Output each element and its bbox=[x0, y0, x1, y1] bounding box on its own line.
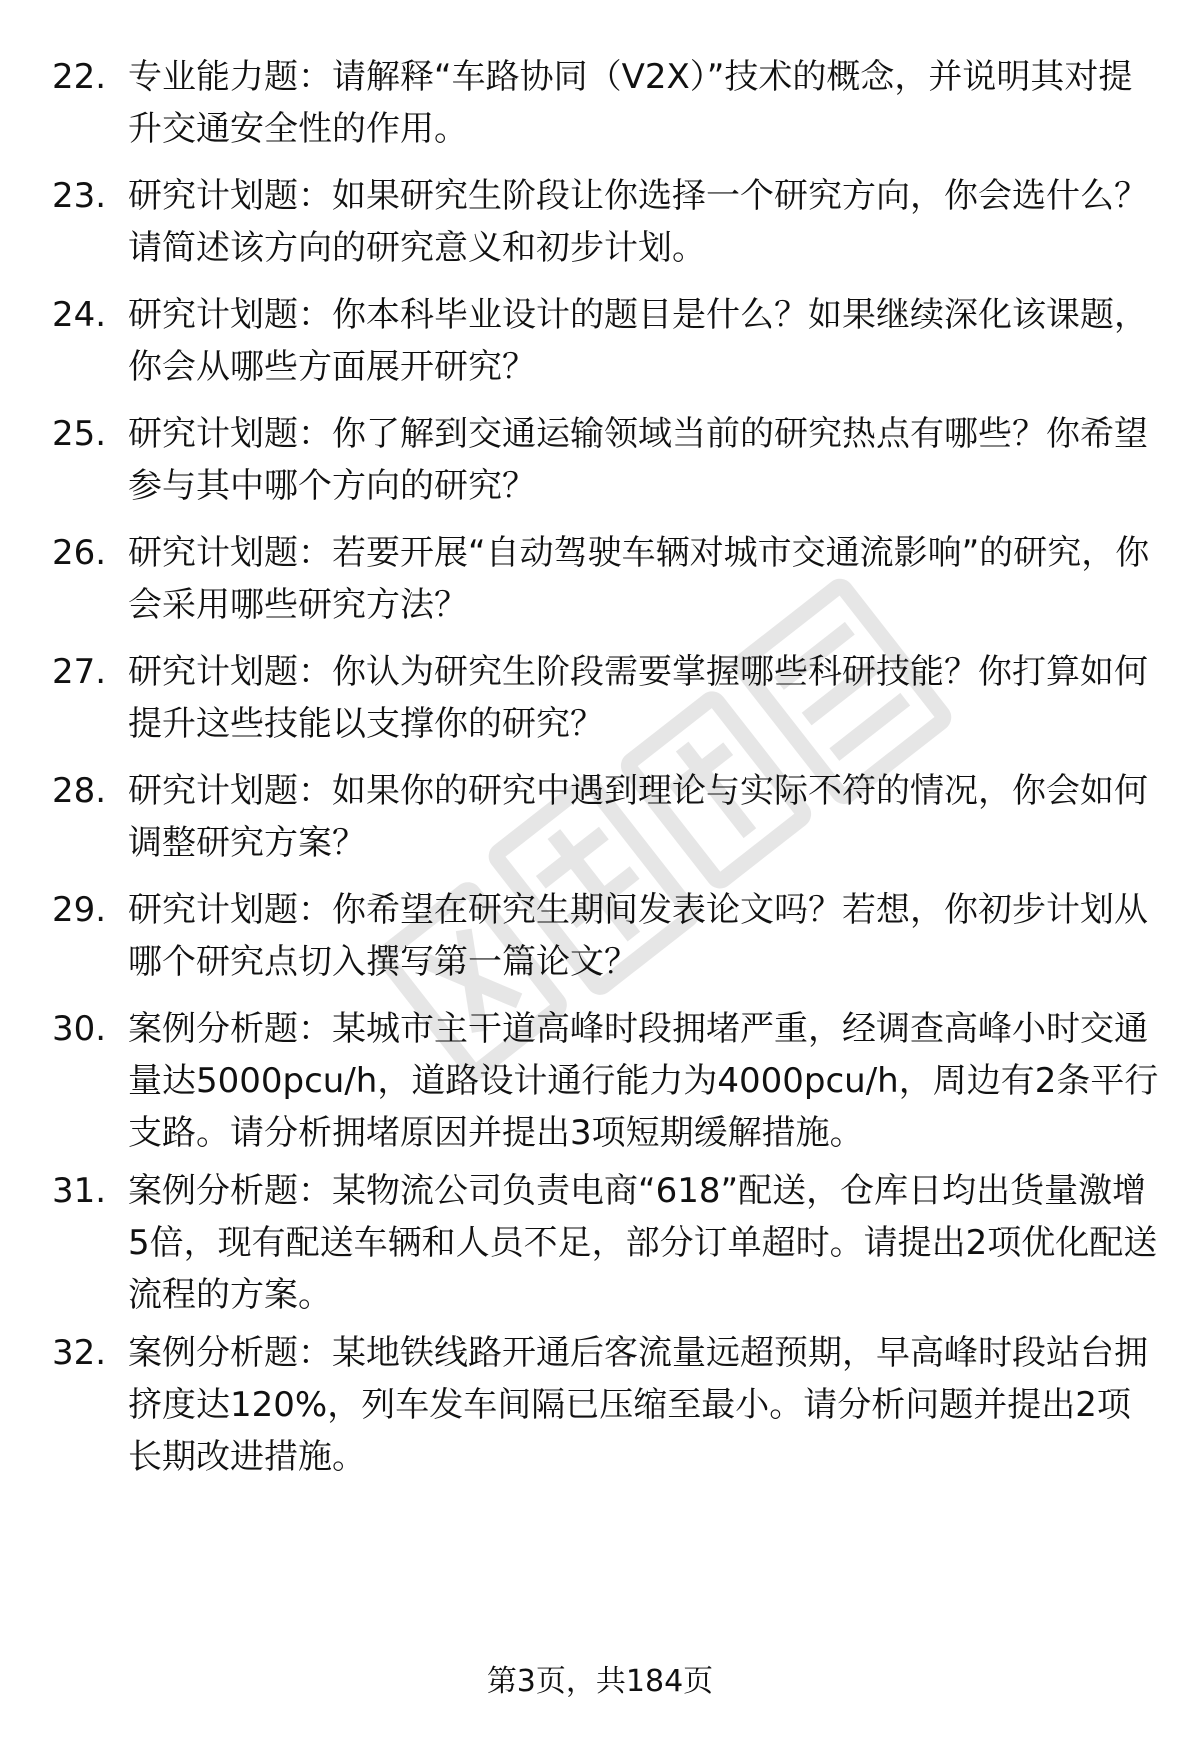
question-number: 32. bbox=[52, 1333, 107, 1373]
question-item bbox=[52, 408, 1160, 512]
question-item bbox=[52, 765, 1160, 869]
question-number: 28. bbox=[52, 771, 107, 811]
question-number: 30. bbox=[52, 1009, 107, 1049]
question-text: 研究计划题：你了解到交通运输领域当前的研究热点有哪些？你希望参与其中哪个方向的研究？ bbox=[128, 414, 1148, 506]
question-item bbox=[52, 1165, 1160, 1321]
page-footer: 第3页，共184页 bbox=[486, 1664, 714, 1699]
question-number: 25. bbox=[52, 414, 107, 454]
question-number: 27. bbox=[52, 652, 107, 692]
question-item bbox=[52, 1327, 1160, 1483]
question-number: 23. bbox=[52, 176, 107, 216]
question-item bbox=[52, 884, 1160, 988]
question-number: 22. bbox=[52, 57, 107, 97]
question-item bbox=[52, 527, 1160, 631]
question-text: 案例分析题：某城市主干道高峰时段拥堵严重，经调查高峰小时交通量达5000pcu/h，道路设计通行能力为4000pcu/h，周边有2条平行支路。请分析拥堵原因并提出3项短期缓解措施。 bbox=[128, 1009, 1159, 1153]
question-text: 研究计划题：若要开展“自动驾驶车辆对城市交通流影响”的研究，你会采用哪些研究方法？ bbox=[128, 533, 1150, 625]
question-item bbox=[52, 1003, 1160, 1159]
question-item bbox=[52, 289, 1160, 393]
question-text: 专业能力题：请解释“车路协同（V2X）”技术的概念，并说明其对提升交通安全性的作用。 bbox=[128, 57, 1133, 149]
question-text: 研究计划题：你希望在研究生期间发表论文吗？若想，你初步计划从哪个研究点切入撰写第一篇论文？ bbox=[128, 890, 1148, 982]
question-text: 研究计划题：如果你的研究中遇到理论与实际不符的情况，你会如何调整研究方案？ bbox=[128, 771, 1148, 863]
question-text: 案例分析题：某物流公司负责电商“618”配送，仓库日均出货量激增5倍，现有配送车辆和人员不足，部分订单超时。请提出2项优化配送流程的方案。 bbox=[128, 1171, 1158, 1315]
question-item bbox=[52, 51, 1160, 155]
question-number: 31. bbox=[52, 1171, 107, 1211]
question-item bbox=[52, 646, 1160, 750]
question-number: 24. bbox=[52, 295, 107, 335]
question-text: 研究计划题：你本科毕业设计的题目是什么？如果继续深化该课题，你会从哪些方面展开研究？ bbox=[128, 295, 1148, 387]
question-text: 研究计划题：如果研究生阶段让你选择一个研究方向，你会选什么？请简述该方向的研究意义和初步计划。 bbox=[128, 176, 1148, 268]
question-number: 26. bbox=[52, 533, 107, 573]
question-text: 研究计划题：你认为研究生阶段需要掌握哪些科研技能？你打算如何提升这些技能以支撑你的研究？ bbox=[128, 652, 1148, 744]
question-number: 29. bbox=[52, 890, 107, 930]
question-text: 案例分析题：某地铁线路开通后客流量远超预期，早高峰时段站台拥挤度达120%，列车发车间隔已压缩至最小。请分析问题并提出2项长期改进措施。 bbox=[128, 1333, 1148, 1477]
question-item bbox=[52, 170, 1160, 274]
